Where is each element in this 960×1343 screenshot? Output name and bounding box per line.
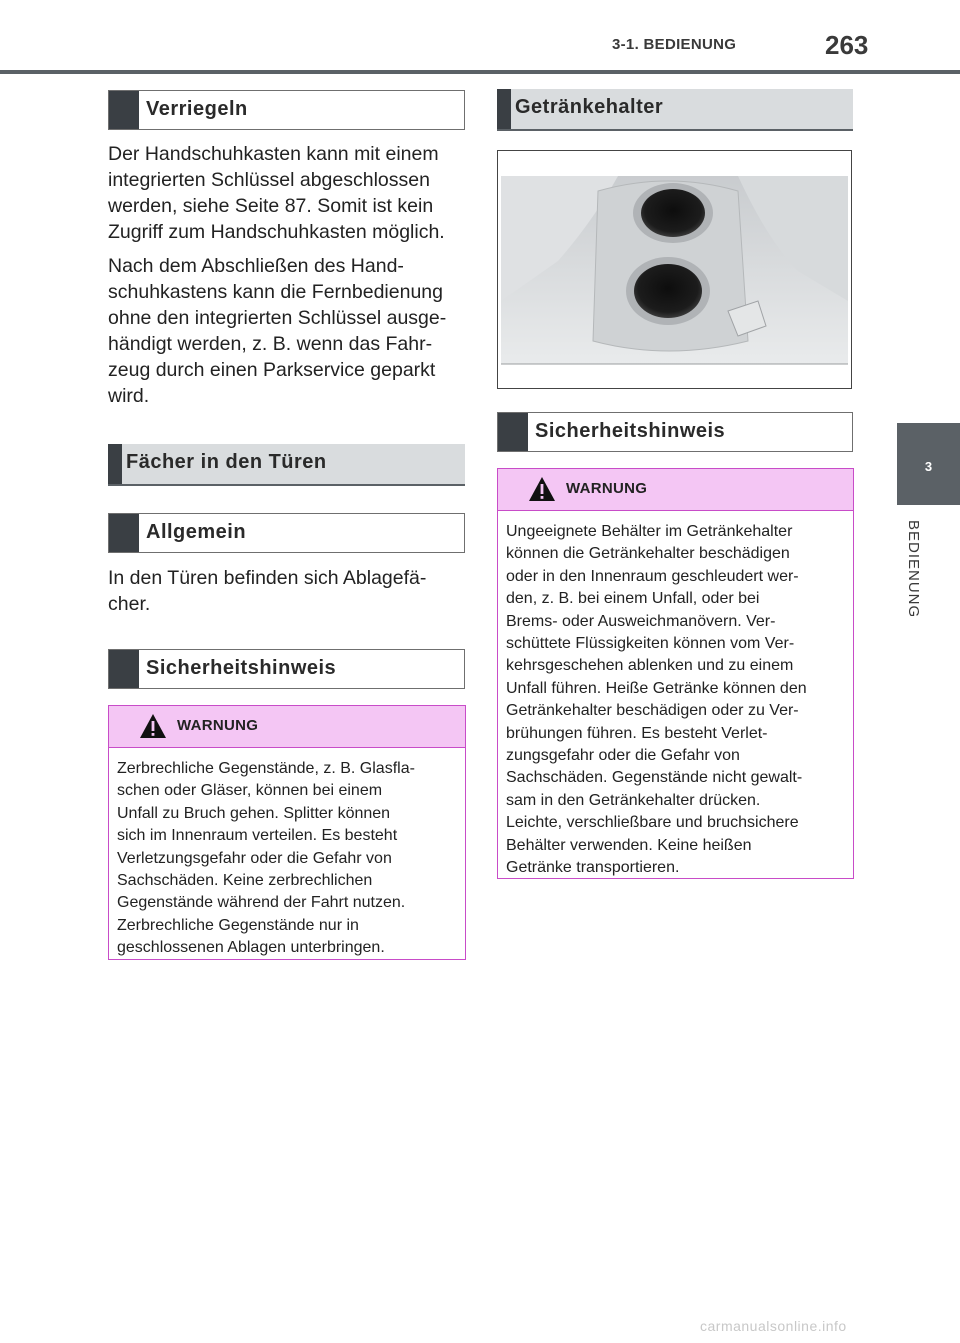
warning-header (498, 469, 853, 511)
heading-allgemein (108, 513, 465, 553)
warning-title: WARNUNG (177, 717, 259, 734)
text-line: schen oder Gläser, können bei einem (117, 782, 383, 800)
text-line: zungsgefahr oder die Gefahr von (506, 747, 740, 765)
heading-title: Getränkehalter (515, 96, 664, 118)
text-line: Zugriff zum Handschuhkasten möglich. (108, 221, 445, 243)
text-line: Getränkehalter beschädigen oder zu Ver- (506, 702, 799, 720)
text-line: Nach dem Abschließen des Hand- (108, 255, 404, 277)
paragraph-verriegeln-1 (108, 141, 445, 245)
warning-body (109, 748, 465, 960)
heading-bar (108, 444, 122, 484)
text-line: Sachschäden. Keine zerbrechlichen (117, 872, 373, 890)
heading-sicherheitshinweis-left (108, 649, 465, 689)
text-line: brühungen führen. Es besteht Verlet- (506, 724, 768, 742)
text-line: Leichte, verschließbare und bruchsichere (506, 814, 799, 832)
warning-box-right (497, 468, 854, 879)
cupholder-illustration (497, 150, 852, 389)
heading-bar (498, 413, 528, 451)
heading-faecher-in-den-tueren (108, 444, 465, 486)
running-header-section: 3-1. BEDIENUNG (612, 36, 737, 53)
text-line: Unfall zu Bruch gehen. Splitter können (117, 804, 391, 822)
paragraph-verriegeln-2 (108, 253, 446, 409)
footer-watermark: carmanualsonline.info (700, 1318, 847, 1334)
heading-verriegeln (108, 90, 465, 130)
text-line: Ungeeignete Behälter im Getränkehalter (506, 523, 793, 540)
heading-bar (109, 91, 139, 129)
header-rule (0, 70, 960, 74)
heading-bar (109, 650, 139, 688)
text-line: cher. (108, 593, 151, 615)
text-line: In den Türen befinden sich Ablagefä- (108, 567, 427, 589)
warning-body (498, 511, 853, 880)
text-line: schuhkastens kann die Fernbedienung (108, 281, 443, 303)
text-line: Gegenstände während der Fahrt nutzen. (117, 894, 406, 912)
heading-title: Sicherheitshinweis (535, 420, 726, 442)
heading-title: Verriegeln (146, 98, 248, 120)
text-line: ohne den integrierten Schlüssel ausge- (108, 307, 447, 329)
warning-triangle-icon (528, 475, 556, 503)
text-line: oder in den Innenraum geschleudert wer- (506, 567, 799, 585)
text-line: Zerbrechliche Gegenstände nur in (117, 916, 359, 934)
heading-getraenkehalter (497, 89, 853, 131)
heading-bar (109, 514, 139, 552)
heading-bar (497, 89, 511, 129)
text-line: Der Handschuhkasten kann mit einem (108, 143, 439, 165)
chapter-tab (897, 423, 960, 505)
text-line: wird. (108, 385, 150, 407)
heading-title: Allgemein (146, 521, 247, 543)
text-line: zeug durch einen Parkservice geparkt (108, 359, 436, 381)
text-line: integrierten Schlüssel abgeschlossen (108, 169, 430, 191)
paragraph-allgemein (108, 565, 426, 617)
text-line: händigt werden, z. B. wenn das Fahr- (108, 333, 433, 355)
heading-title: Sicherheitshinweis (146, 657, 337, 679)
warning-header (109, 706, 465, 748)
text-line: kehrsgeschehen ablenken und zu einem (506, 657, 794, 675)
text-line: sam in den Getränkehalter drücken. (506, 791, 761, 809)
cupholder-drawing (498, 151, 851, 388)
text-line: sich im Innenraum verteilen. Es besteht (117, 827, 398, 845)
text-line: Unfall führen. Heiße Getränke können den (506, 679, 807, 697)
text-line: Brems- oder Ausweichmanövern. Ver- (506, 612, 776, 630)
warning-box-left (108, 705, 466, 960)
text-line: den, z. B. bei einem Unfall, oder bei (506, 590, 760, 608)
warning-title: WARNUNG (566, 480, 648, 497)
text-line: Sachschäden. Gegenstände nicht gewalt- (506, 769, 803, 787)
text-line: Zerbrechliche Gegenstände, z. B. Glasfla- (117, 760, 415, 777)
text-line: werden, siehe Seite 87. Somit ist kein (108, 195, 434, 217)
chapter-tab-number: 3 (924, 459, 933, 474)
heading-title: Fächer in den Türen (126, 451, 327, 473)
page-number: 263 (825, 30, 869, 60)
warning-triangle-icon (139, 712, 167, 740)
text-line: schüttete Flüssigkeiten können vom Ver- (506, 635, 795, 653)
text-line: Behälter verwenden. Keine heißen (506, 836, 752, 854)
text-line: Verletzungsgefahr oder die Gefahr von (117, 849, 392, 867)
chapter-tab-label: BEDIENUNG (905, 520, 922, 619)
text-line: geschlossenen Ablagen unterbringen. (117, 939, 385, 957)
text-line: können die Getränkehalter beschädigen (506, 545, 790, 563)
text-line: Getränke transportieren. (506, 859, 680, 877)
heading-sicherheitshinweis-right (497, 412, 853, 452)
